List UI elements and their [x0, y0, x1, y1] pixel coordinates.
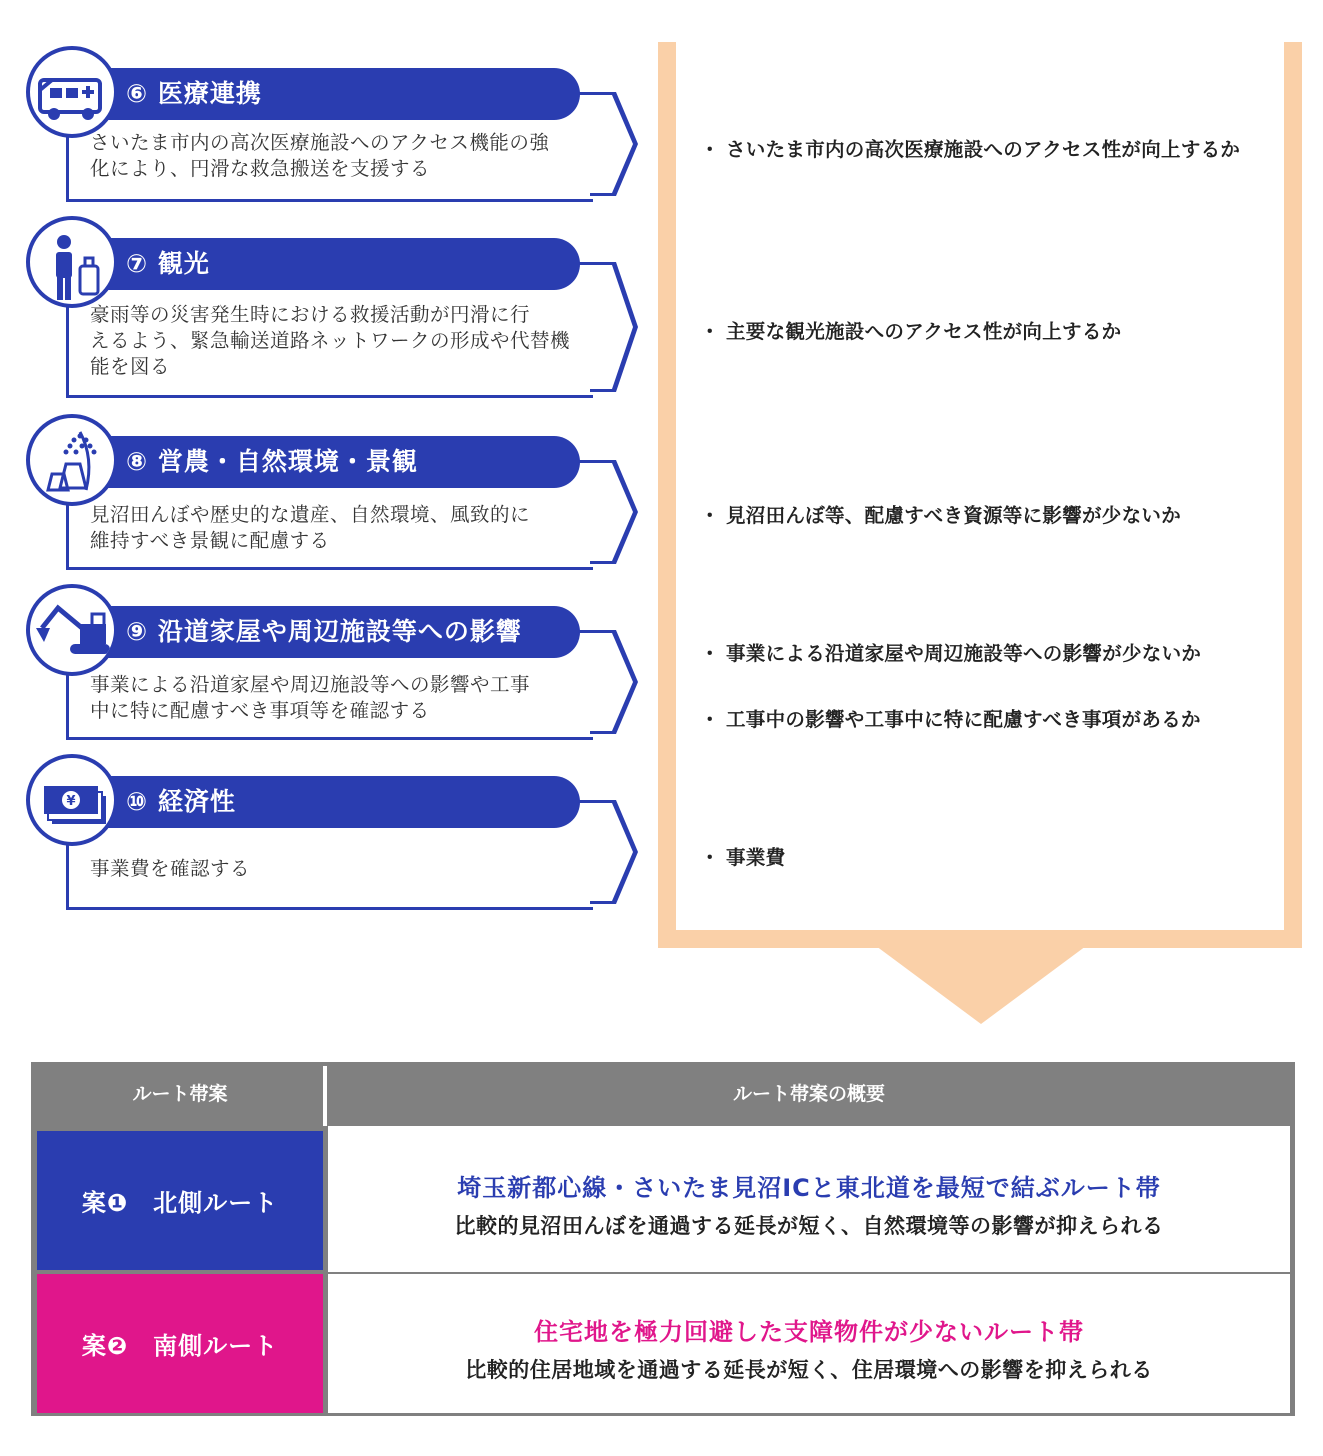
- category-label: ⑩ 経済性: [106, 776, 580, 828]
- svg-text:¥: ¥: [66, 794, 76, 809]
- category-label: ⑥ 医療連携: [106, 68, 580, 120]
- item-description: 豪雨等の災害発生時における救援活動が円滑に行 えるよう、緊急輸送道路ネットワークの形成や代替機 能を図る: [90, 303, 571, 378]
- criteria-panel-inner: [676, 42, 1284, 930]
- ambulance-icon: [26, 46, 118, 138]
- category-label: ⑨ 沿道家屋や周辺施設等への影響: [106, 606, 580, 658]
- category-label: ⑧ 営農・自然環境・景観: [106, 436, 580, 488]
- route-overview-north: [328, 1126, 1290, 1272]
- route-title: 住宅地を極力回避した支障物件が少ないルート帯: [534, 1318, 1084, 1346]
- criteria-item: ・ 事業費: [700, 846, 786, 869]
- item-medical: [26, 46, 638, 206]
- route-label-south: 案❷ 南側ルート: [37, 1274, 323, 1413]
- route-summary: 比較的住居地域を通過する延長が短く、住居環境への影響を抑えられる: [465, 1358, 1153, 1382]
- route-label-north: 案❶ 北側ルート: [37, 1131, 323, 1270]
- rice-harvest-icon: [26, 414, 118, 506]
- table-header-overview: ルート帯案の概要: [732, 1083, 885, 1105]
- item-description: 見沼田んぼや歴史的な遺産、自然環境、風致的に 維持すべき景観に配慮する: [90, 503, 531, 552]
- header-divider: [323, 1066, 327, 1126]
- item-description: 事業による沿道家屋や周辺施設等への影響や工事 中に特に配慮すべき事項等を確認する: [90, 673, 531, 722]
- item-roadside-impact: [26, 584, 638, 744]
- traveler-luggage-icon: [26, 216, 118, 308]
- item-description: さいたま市内の高次医療施設へのアクセス機能の強 化により、円滑な救急搬送を支援する: [90, 131, 550, 180]
- down-arrow-icon: [876, 946, 1086, 1026]
- item-agriculture: [26, 414, 638, 574]
- route-summary: 比較的見沼田んぼを通過する延長が短く、自然環境等の影響が抑えられる: [454, 1214, 1164, 1238]
- item-description: 事業費を確認する: [90, 857, 251, 880]
- criteria-item: ・ 主要な観光施設へのアクセス性が向上するか: [700, 320, 1122, 343]
- route-title: 埼玉新都心線・さいたま見沼ICと東北道を最短で結ぶルート帯: [457, 1174, 1161, 1202]
- criteria-item: ・ さいたま市内の高次医療施設へのアクセス性が向上するか: [700, 138, 1241, 161]
- criteria-item: ・ 工事中の影響や工事中に特に配慮すべき事項があるか: [700, 708, 1201, 731]
- item-economy: [26, 754, 638, 914]
- route-overview-south: [328, 1274, 1290, 1413]
- criteria-item: ・ 見沼田んぼ等、配慮すべき資源等に影響が少ないか: [700, 504, 1182, 527]
- category-label: ⑦ 観光: [106, 238, 580, 290]
- item-tourism: [26, 216, 638, 402]
- excavator-icon: [26, 584, 118, 676]
- criteria-item: ・ 事業による沿道家屋や周辺施設等への影響が少ないか: [700, 642, 1202, 665]
- table-header-route: ルート帯案: [132, 1083, 228, 1105]
- yen-bills-icon: [26, 754, 118, 846]
